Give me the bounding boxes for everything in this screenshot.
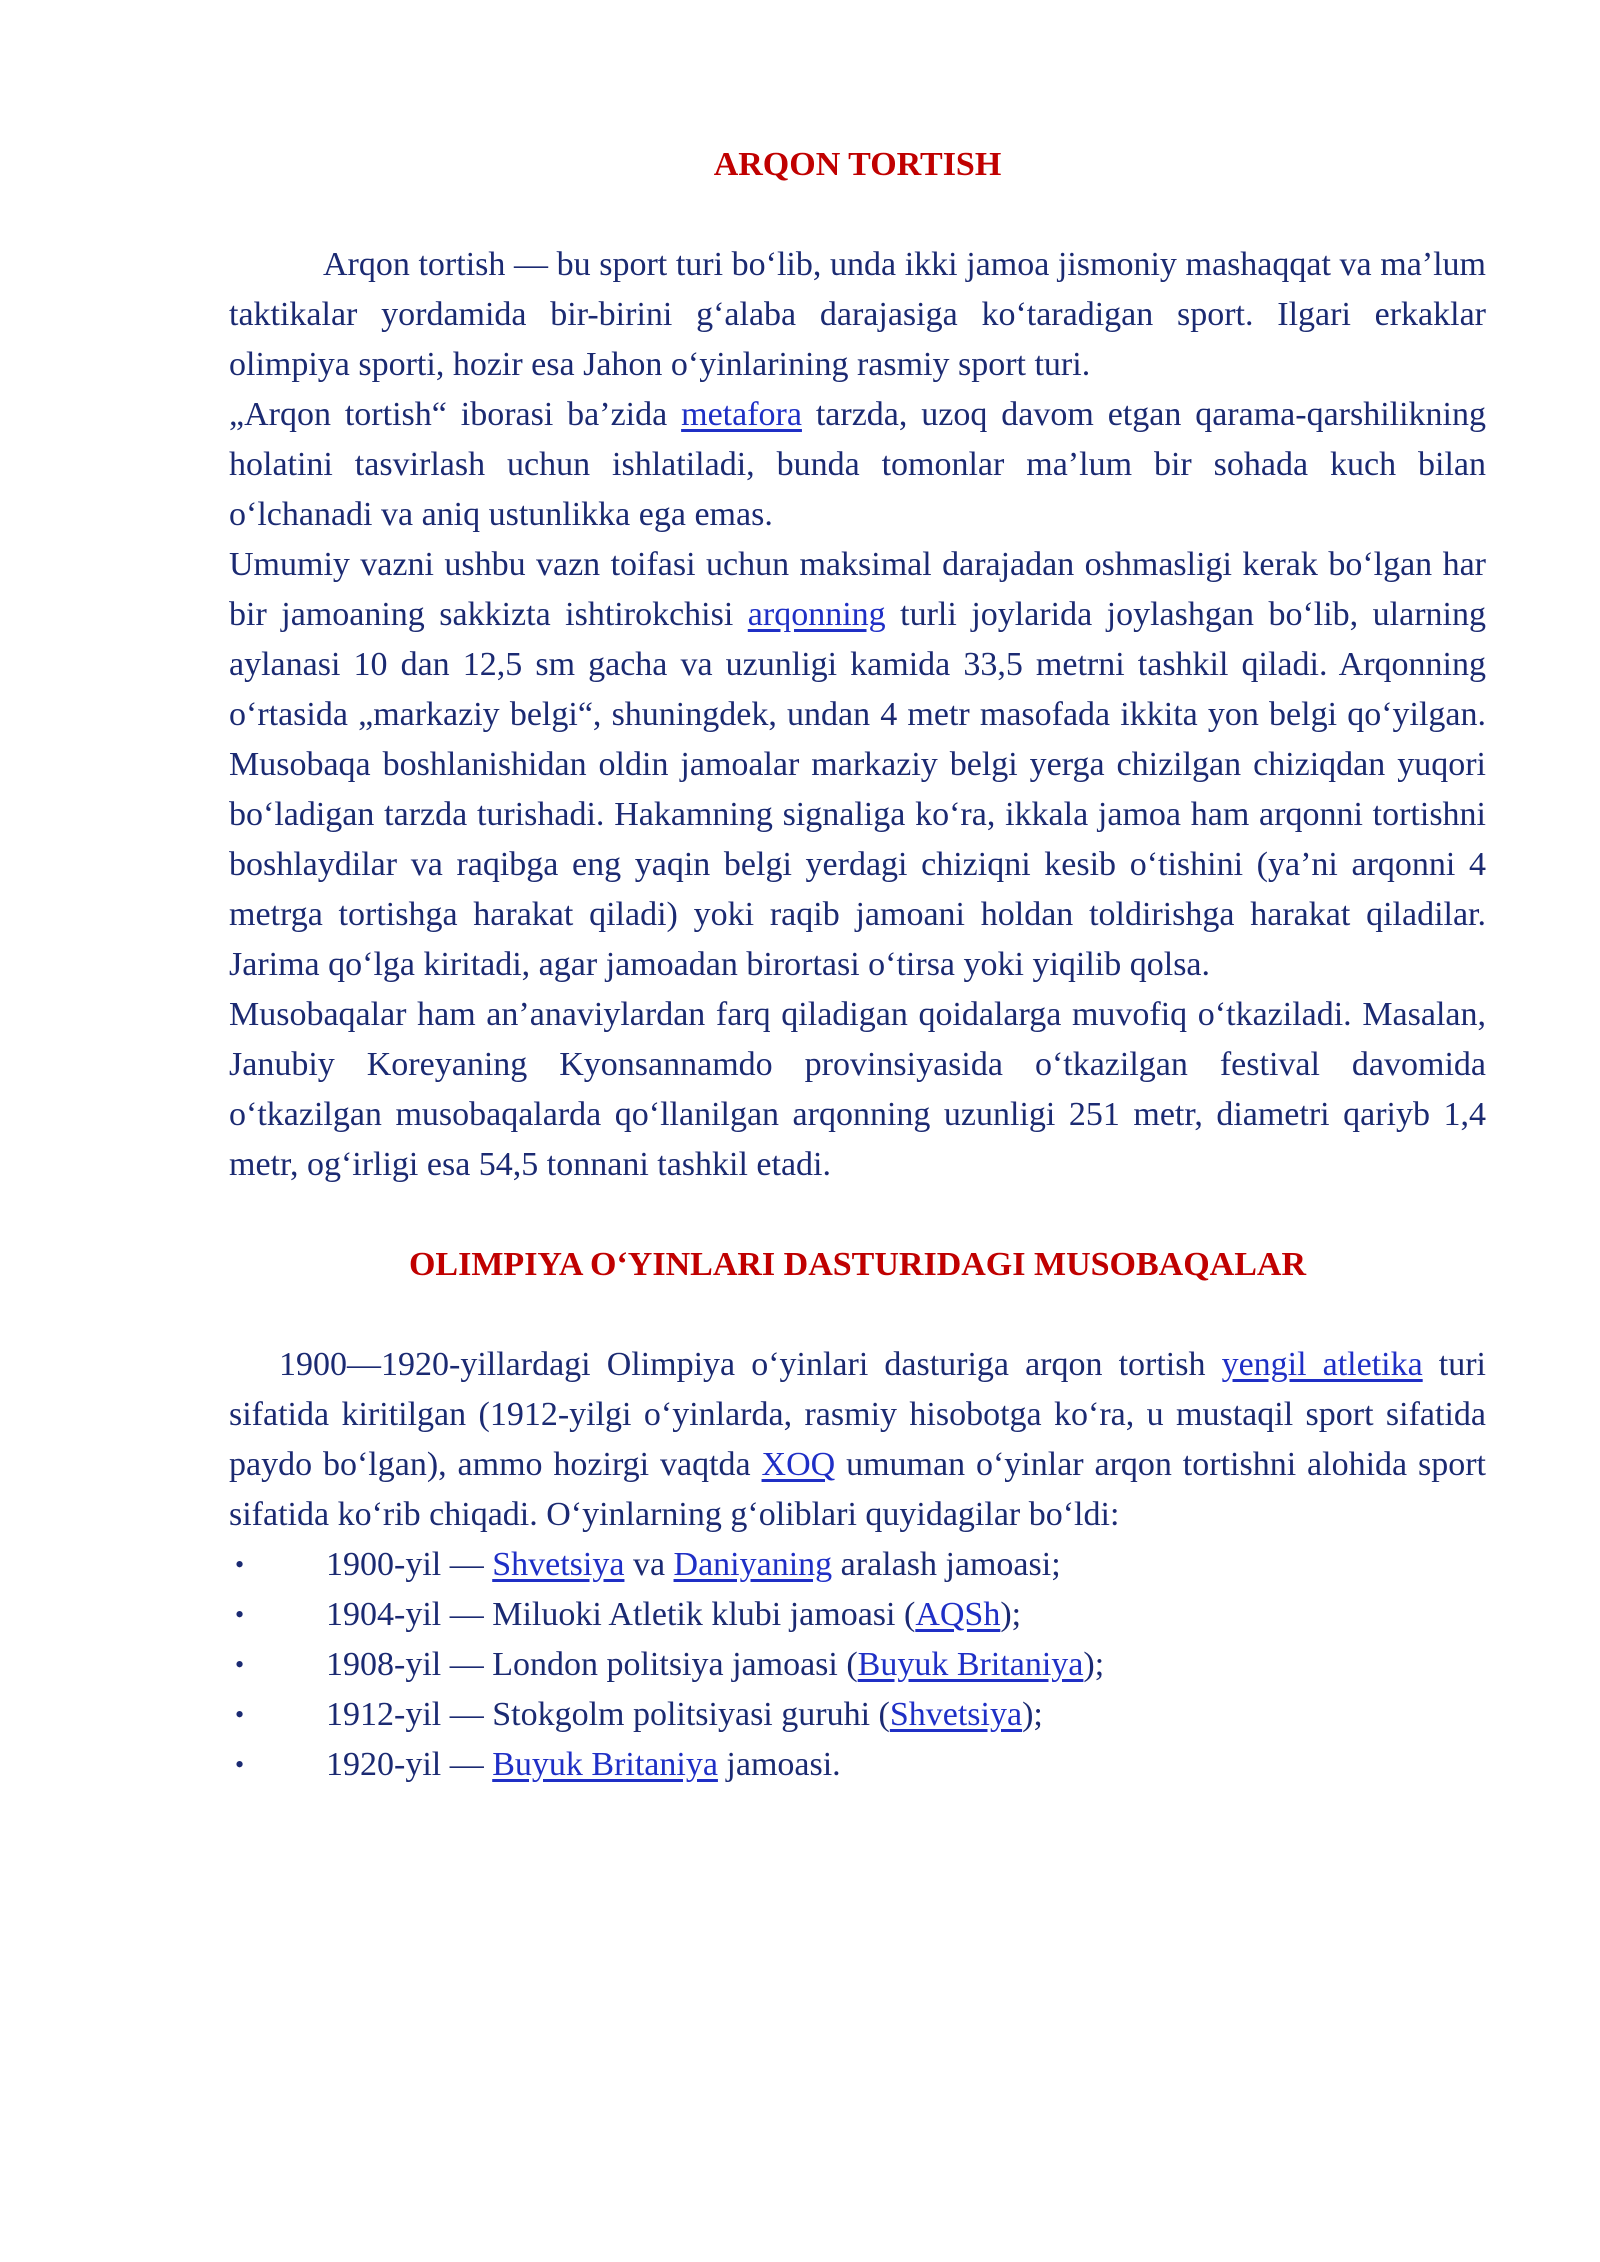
paragraph-text: tarzda, uzoq davom etgan qarama-qarshilikning holatini tasvirlash uchun ishlatiladi, bunda tomonlar ma’lum bir sohada kuch bilan o‘lchanadi va aniq ustunlikka ega emas. bbox=[229, 396, 1487, 533]
page-title: ARQON TORTISH bbox=[713, 146, 1002, 183]
list-item-text: ); bbox=[1000, 1596, 1022, 1633]
bullet-icon: • bbox=[235, 1750, 245, 1779]
list-item bbox=[229, 1690, 1486, 1740]
intro-paragraph-3 bbox=[229, 540, 1486, 990]
bullet-icon: • bbox=[235, 1550, 245, 1579]
list-item-text: ); bbox=[1022, 1696, 1043, 1733]
list-item-text: 1900-yil — bbox=[326, 1546, 493, 1583]
link-xoq[interactable]: XOQ bbox=[761, 1446, 836, 1483]
list-item-text: 1920-yil — bbox=[326, 1746, 493, 1783]
spacer bbox=[229, 1190, 1486, 1240]
link-aqsh[interactable]: AQSh bbox=[915, 1596, 1001, 1633]
intro-paragraph-1: Arqon tortish — bu sport turi bo‘lib, unda ikki jamoa jismoniy mashaqqat va ma’lum taktikalar yordamida bir-birini g‘alaba darajasiga ko‘taradigan sport. Ilgari erkaklar olimpiya sporti, hozir esa Jahon o‘yinlarining rasmiy sport turi. bbox=[229, 246, 1486, 383]
section-title: OLIMPIYA O‘YINLARI DASTURIDAGI MUSOBAQALAR bbox=[408, 1246, 1306, 1283]
link-yengil-atletika[interactable]: yengil atletika bbox=[1221, 1346, 1423, 1383]
list-item bbox=[229, 1640, 1486, 1690]
list-item-text: ); bbox=[1083, 1646, 1105, 1683]
paragraph-text: Umumiy vazni ushbu vazn toifasi uchun maksimal darajadan oshmasligi kerak bo‘lgan har bir jamoaning sakkizta ishtirokchisi bbox=[229, 546, 1486, 633]
paragraph-text: turli joylarida joylashgan bo‘lib, ularning aylanasi 10 dan 12,5 sm gacha va uzunligi kamida 33,5 metrni tashkil qiladi. Arqonning o‘rtasida „markaziy belgi“, shuningdek, undan 4 metr masofada ikkita yon belgi qo‘yilgan. Musobaqa boshlanishidan oldin jamoalar markaziy belgi yerga chizilgan chiziqdan yuqori bo‘ladigan tarzda turishadi. Hakamning signaliga ko‘ra, ikkala jamoa ham arqonni tortishni boshlaydilar va raqibga eng yaqin belgi yerdagi chiziqni kesib o‘tishini (ya’ni arqonni 4 metrga tortishga harakat qiladi) yoki raqib jamoani holdan toldirishga harakat qiladilar. Jarima qo‘lga kiritadi, agar jamoadan birortasi o‘tirsa yoki yiqilib qolsa. bbox=[229, 596, 1486, 983]
list-item bbox=[229, 1740, 1486, 1790]
olympic-paragraph bbox=[229, 1340, 1486, 1540]
link-shvetsiya[interactable]: Shvetsiya bbox=[889, 1696, 1023, 1733]
spacer bbox=[229, 190, 1486, 240]
paragraph-text: turi sifatida kiritilgan (1912-yilgi o‘yinlarda, rasmiy hisobotga ko‘ra, u mustaqil sport sifatida paydo bo‘lgan), ammo hozirgi vaqtda bbox=[229, 1346, 1486, 1483]
list-item-text: 1904-yil — Miluoki Atletik klubi jamoasi ( bbox=[326, 1596, 916, 1633]
spacer bbox=[229, 1290, 1486, 1340]
document-content bbox=[229, 140, 1486, 1790]
bullet-icon: • bbox=[235, 1600, 245, 1629]
paragraph-text: umuman o‘yinlar arqon tortishni alohida sport sifatida ko‘rib chiqadi. O‘yinlarning g‘oliblari quyidagilar bo‘ldi: bbox=[229, 1446, 1487, 1533]
intro-paragraph-2 bbox=[229, 390, 1486, 540]
bullet-icon: • bbox=[235, 1700, 245, 1729]
winners-list bbox=[229, 1540, 1486, 1790]
list-item-text: va bbox=[624, 1546, 674, 1583]
list-item-text: 1912-yil — Stokgolm politsiyasi guruhi ( bbox=[326, 1696, 890, 1733]
link-shvetsiya[interactable]: Shvetsiya bbox=[492, 1546, 625, 1583]
link-daniyaning[interactable]: Daniyaning bbox=[673, 1546, 833, 1583]
intro-paragraph-4: Musobaqalar ham an’anaviylardan farq qiladigan qoidalarga muvofiq o‘tkaziladi. Masalan, Janubiy Koreyaning Kyonsannamdo provinsiyasida o‘tkazilgan festival davomida o‘tkazilgan musobaqalarda qo‘llanilgan arqonning uzunligi 251 metr, diametri qariyb 1,4 metr, og‘irligi esa 54,5 tonnani tashkil etadi. bbox=[229, 996, 1486, 1183]
paragraph-text: 1900—1920-yillardagi Olimpiya o‘yinlari dasturiga arqon tortish bbox=[279, 1346, 1222, 1383]
list-item-text: 1908-yil — London politsiya jamoasi ( bbox=[326, 1646, 858, 1683]
paragraph-text: „Arqon tortish“ iborasi ba’zida bbox=[229, 396, 682, 433]
link-buyuk-britaniya[interactable]: Buyuk Britaniya bbox=[492, 1746, 718, 1783]
list-item bbox=[229, 1590, 1486, 1640]
link-buyuk-britaniya[interactable]: Buyuk Britaniya bbox=[857, 1646, 1084, 1683]
list-item-text: aralash jamoasi; bbox=[832, 1546, 1061, 1583]
list-item-text: jamoasi. bbox=[717, 1746, 841, 1783]
bullet-icon: • bbox=[235, 1650, 245, 1679]
link-metafora[interactable]: metafora bbox=[681, 396, 802, 433]
link-arqonning[interactable]: arqonning bbox=[747, 596, 886, 633]
list-item bbox=[229, 1540, 1486, 1590]
